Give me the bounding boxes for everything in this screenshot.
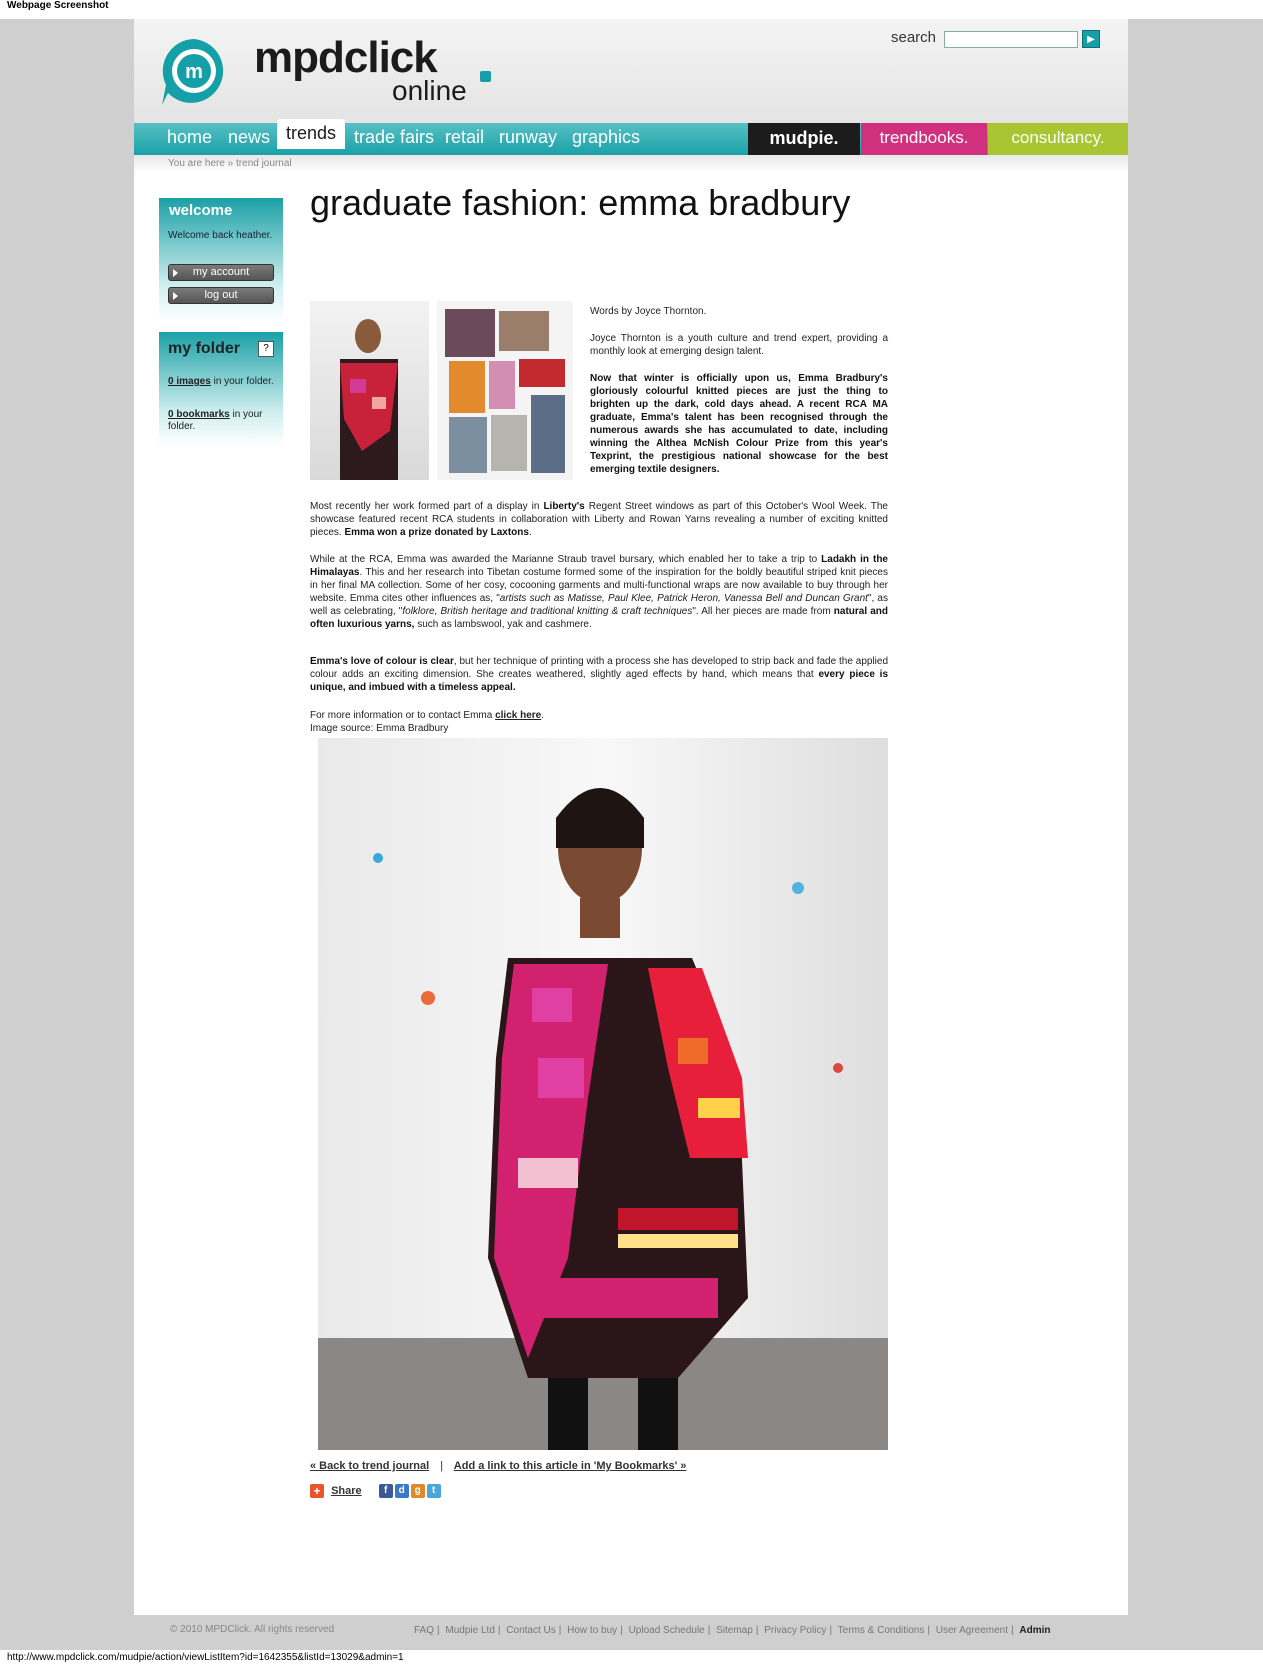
footer-link-how-to-buy[interactable]: How to buy [567,1625,618,1636]
footer-link-upload-schedule[interactable]: Upload Schedule [628,1625,705,1636]
nav-trends[interactable]: trends [277,119,345,149]
folder-images-link[interactable]: 0 images [168,376,211,387]
my-folder-box [159,332,283,446]
folder-images-line [168,376,280,388]
page-container [134,19,1128,1615]
trendbooks-button[interactable] [861,123,987,155]
facebook-icon[interactable]: f [379,1484,393,1498]
breadcrumb: You are here » trend journal [134,155,1128,173]
folder-bookmarks-line [168,409,280,433]
image-source: Image source: Emma Bradbury [310,723,449,734]
more-info-text: For more information or to contact Emma [310,710,496,721]
my-account-label: my account [192,266,250,278]
link-separator: | [440,1460,444,1472]
search-submit-button[interactable] [1082,30,1100,48]
p3-colour: Emma's love of colour is clear [310,656,454,667]
more-info-line [310,709,888,722]
more-info-end: . [541,710,545,721]
welcome-title: welcome [169,202,233,219]
logo-mark-icon[interactable] [158,35,230,107]
folder-bookmarks-suffix: in your folder. [168,409,263,432]
p2-text: While at the RCA, Emma was awarded the Marianne Straub travel bursary, which enabled her to take a trip to [310,554,822,565]
logo-dot-icon [480,71,491,82]
main-photo [318,738,888,1450]
trendbooks-label: trendbooks. [879,128,969,147]
site-header [134,19,1128,123]
mudpie-label: mudpie. [769,128,839,148]
my-account-button[interactable] [168,264,274,281]
footer-link-user-agreement[interactable]: User Agreement [935,1625,1009,1636]
p1-end: . [528,527,532,538]
share-plus-icon[interactable]: + [310,1484,324,1498]
arrow-right-icon: ▶ [1087,34,1095,45]
nav-trade-fairs[interactable]: trade fairs [354,127,435,147]
p2-text-4: ". All her pieces are made from [692,606,834,617]
nav-runway[interactable]: runway [499,127,558,147]
p1-text-2: Regent Street windows as part of this October's Wool Week. The showcase featured recent RCA students in collaboration with Liberty and Rowan Yarns revealing a number of exciting knitted pieces. [310,501,888,538]
paragraph-liberty [310,500,888,539]
article-title: graduate fashion: emma bradbury [310,182,851,223]
google-icon[interactable]: g [411,1484,425,1498]
p1-prize: Emma won a prize donated by Laxtons [344,527,529,538]
p2-text-3: ", as well as celebrating, " [310,593,888,617]
capture-title: Webpage Screenshot [0,0,1263,19]
p2-text-2: . This and her research into Tibetan costume formed some of the inspiration for the boldly beautiful striped knit pieces in her final MA collection. Some of her cosy, cocooning garments and multi-functional wraps are now available to buy through her website. Emma cites other influences as, " [310,567,888,604]
p1-liberty: Liberty's [543,501,585,512]
footer-link-admin[interactable]: Admin [1019,1625,1051,1636]
byline: Words by Joyce Thornton. [590,306,707,317]
nav-home[interactable]: home [167,127,213,147]
log-out-button[interactable] [168,287,274,304]
lead-paragraph: Now that winter is officially upon us, Emma Bradbury's gloriously colourful knitted pieces are just the thing to brighten up the dark, cold days ahead. A recent RCA MA graduate, Emma's talent has been recognised through the numerous awards she has accumulated to date, including winning the Althea McNish Colour Prize from this year's Texprint, the prestigious national showcase for the best emerging textile designers. [590,373,888,475]
consultancy-button[interactable] [988,123,1128,155]
click-here-link[interactable]: click here [495,710,542,721]
p2-end: such as lambswool, yak and cashmere. [414,619,592,630]
p3-unique: every piece is unique, and imbued with a timeless appeal. [310,669,889,693]
author-intro: Joyce Thornton is a youth culture and trend expert, providing a monthly look at emerging design talent. [590,333,888,357]
mudpie-button[interactable] [748,123,860,155]
share-row [310,1484,443,1498]
paragraph-colour [310,655,888,694]
play-icon [173,269,178,277]
p2-artists: artists such as Matisse, Paul Klee, Patrick Heron, Vanessa Bell and Duncan Grant [499,593,868,604]
log-out-label: log out [204,289,238,301]
footer-link-contact[interactable]: Contact Us [506,1625,556,1636]
paragraph-rca [310,553,888,631]
model-thumbnail-figure [310,301,429,480]
nav-graphics[interactable]: graphics [572,127,641,147]
main-photo-figure [318,738,888,1450]
search-input[interactable] [944,31,1078,48]
moodboard-figure [437,301,573,480]
welcome-box [159,198,283,322]
consultancy-label: consultancy. [1011,128,1105,147]
logo-mark-letter: m [185,61,203,83]
footer-link-faq[interactable]: FAQ [414,1625,435,1636]
search-label: search [891,29,937,46]
footer-links: FAQ | Mudpie Ltd | Contact Us | How to buy | Upload Schedule | Sitemap | Privacy Policy | Terms & Conditions | User Agreement | Admin [414,1625,1051,1636]
thumbnail-model-image [310,301,429,480]
play-icon [173,292,178,300]
folder-bookmarks-link[interactable]: 0 bookmarks [168,409,230,420]
footer [134,1615,1128,1650]
p2-yarns: natural and often luxurious yarns, [310,606,889,630]
nav-retail[interactable]: retail [445,127,485,147]
add-bookmark-link[interactable]: Add a link to this article in 'My Bookmarks' » [453,1460,687,1472]
footer-link-privacy[interactable]: Privacy Policy [764,1625,827,1636]
twitter-icon[interactable]: t [427,1484,441,1498]
footer-link-sitemap[interactable]: Sitemap [716,1625,753,1636]
logo-name[interactable]: mpdclick [254,33,437,82]
footer-link-terms[interactable]: Terms & Conditions [837,1625,925,1636]
thumbnail-moodboard-image [437,301,573,480]
p3-text: , but her technique of printing with a process she has developed to strip back and fade the applied colour adds an exciting dimension. She creates weathered, slightly aged effects by hand, which means that [310,656,889,680]
p2-folklore: folklore, British heritage and traditional knitting & craft techniques [402,606,693,617]
my-folder-title: my folder [168,340,241,357]
back-to-journal-link[interactable]: « Back to trend journal [310,1460,430,1472]
p1-text: Most recently her work formed part of a display in [310,501,544,512]
status-url: http://www.mpdclick.com/mudpie/action/viewListItem?id=1642355&listId=13029&admin=1 [0,1650,1263,1665]
share-link[interactable]: Share [331,1485,362,1497]
article-links [310,1460,686,1472]
p2-ladakh: Ladakh in the Himalayas [310,554,888,578]
copyright: © 2010 MPDClick. All rights reserved [170,1624,335,1635]
logo-subtitle: online [392,75,467,106]
nav-news[interactable]: news [228,127,271,147]
delicious-icon[interactable]: d [395,1484,409,1498]
help-icon[interactable]: ? [258,341,274,357]
welcome-text: Welcome back heather. [168,230,273,241]
folder-images-suffix: in your folder. [210,376,274,387]
footer-link-mudpie[interactable]: Mudpie Ltd [445,1625,495,1636]
